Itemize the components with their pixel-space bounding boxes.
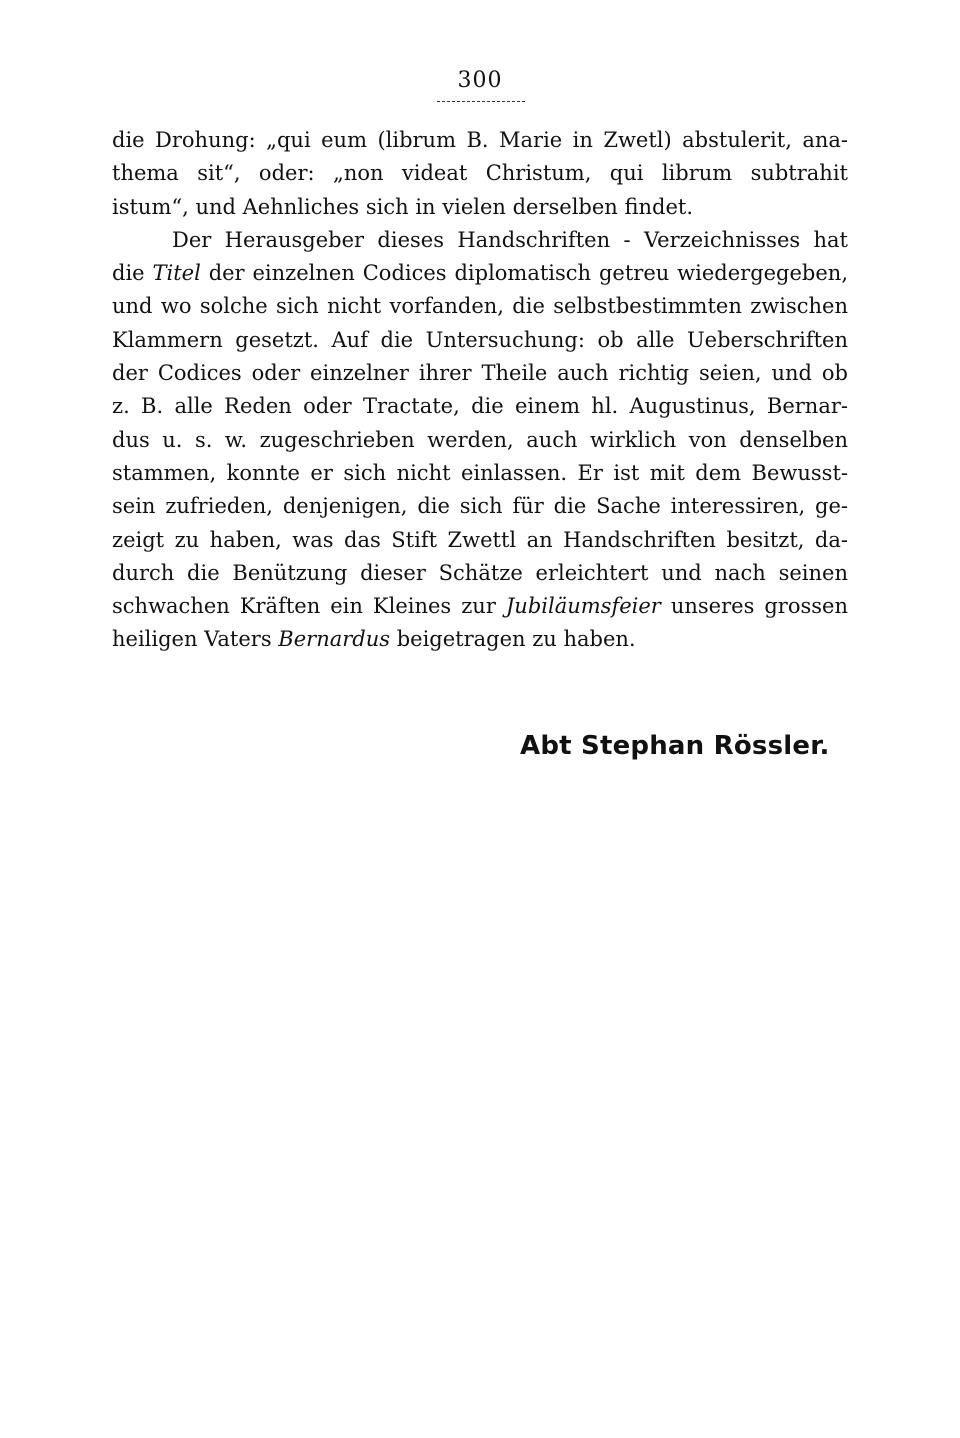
text-line: durch die Benützung dieser Schätze erleichtert und nach seinen: [112, 560, 848, 585]
text-line: stammen, konnte er sich nicht einlassen. Er ist mit dem Bewusst-: [112, 460, 848, 485]
text-fragment: unseres grossen: [660, 594, 848, 619]
text-line: sein zufrieden, denjenigen, die sich für die Sache interessiren, ge-: [112, 494, 848, 519]
text-line: [112, 257, 848, 290]
text-line: der Codices oder einzelner ihrer Theile auch richtig seien, und ob: [112, 361, 848, 386]
text-line: und wo solche sich nicht vorfanden, die selbstbestimmten zwischen: [112, 294, 848, 319]
text-line: z. B. alle Reden oder Tractate, die einem hl. Augustinus, Bernar-: [112, 394, 848, 419]
header-rule: [437, 101, 525, 102]
text-line: thema sit“, oder: „non videat Christum, qui librum subtrahit: [112, 161, 848, 186]
italic-name-word: Bernardus: [278, 627, 391, 652]
paragraph-1: [112, 124, 848, 224]
body-text: [112, 124, 848, 657]
text-fragment: der einzelnen Codices diplomatisch getreu wiedergegeben,: [200, 261, 849, 286]
text-line: istum“, und Aehnliches sich in vielen derselben findet.: [112, 194, 694, 219]
text-line: die Drohung: „qui eum (librum B. Marie in Zwetl) abstulerit, ana-: [112, 128, 848, 152]
text-fragment: die: [112, 261, 153, 286]
text-line: Der Herausgeber dieses Handschriften - Verzeichnisses hat: [172, 227, 848, 252]
text-line: zeigt zu haben, was das Stift Zwettl an Handschriften besitzt, da-: [112, 527, 848, 552]
text-line: [112, 623, 848, 656]
text-line: [112, 590, 848, 623]
paragraph-2: [112, 224, 848, 657]
text-fragment: heiligen Vaters: [112, 627, 279, 652]
text-fragment: beigetragen zu haben.: [390, 627, 636, 652]
page-number: 300: [457, 68, 503, 93]
italic-jubilee-word: Jubiläumsfeier: [505, 594, 661, 619]
author-signature: Abt Stephan Rössler.: [520, 731, 830, 761]
text-line: dus u. s. w. zugeschrieben werden, auch wirklich von denselben: [112, 427, 848, 452]
text-fragment: schwachen Kräften ein Kleines zur: [112, 594, 506, 619]
text-line: Klammern gesetzt. Auf die Untersuchung: ob alle Ueberschriften: [112, 327, 848, 352]
italic-title-word: Titel: [152, 261, 201, 286]
